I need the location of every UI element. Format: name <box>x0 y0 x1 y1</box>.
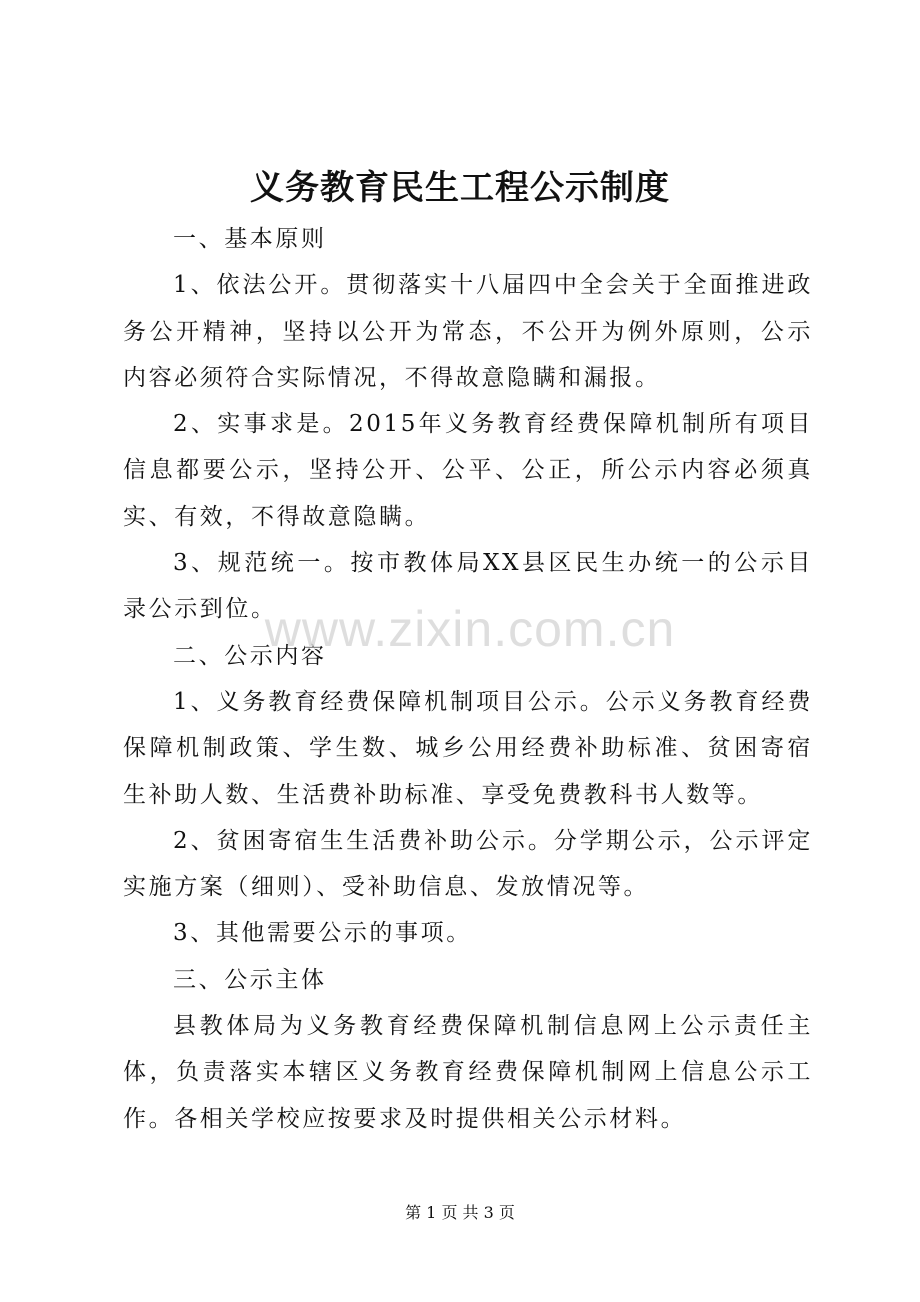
paragraph: 3、其他需要公示的事项。 <box>173 920 472 947</box>
watermark: www.zixin.com.cn <box>264 601 676 657</box>
section-heading-2: 二、公示内容 <box>173 642 327 669</box>
paragraph: 2、贫困寄宿生生活费补助公示。分学期公示，公示评定实施方案（细则）、受补助信息、发放情况等。 <box>123 827 813 901</box>
page-footer: 第 1 页 共 3 页 <box>405 1203 515 1222</box>
paragraph: 1、依法公开。贯彻落实十八届四中全会关于全面推进政务公开精神，坚持以公开为常态，不公开为例外原则，公示内容必须符合实际情况，不得故意隐瞒和漏报。 <box>123 272 813 391</box>
section-heading-3: 三、公示主体 <box>173 966 327 993</box>
document-body <box>123 216 813 1142</box>
paragraph: 县教体局为义务教育经费保障机制信息网上公示责任主体，负责落实本辖区义务教育经费保障机制网上信息公示工作。各相关学校应按要求及时提供相关公示材料。 <box>123 1013 813 1132</box>
paragraph: 1、义务教育经费保障机制项目公示。公示义务教育经费保障机制政策、学生数、城乡公用经费补助标准、贫困寄宿生补助人数、生活费补助标准、享受免费教科书人数等。 <box>123 688 813 808</box>
document-title: 义务教育民生工程公示制度 <box>250 168 670 208</box>
paragraph: 2、实事求是。2015年义务教育经费保障机制所有项目信息都要公示，坚持公开、公平、公正，所公示内容必须真实、有效，不得故意隐瞒。 <box>123 411 813 530</box>
section-heading-1: 一、基本原则 <box>173 226 327 252</box>
paragraph: 3、规范统一。按市教体局XX县区民生办统一的公示目录公示到位。 <box>123 550 813 623</box>
